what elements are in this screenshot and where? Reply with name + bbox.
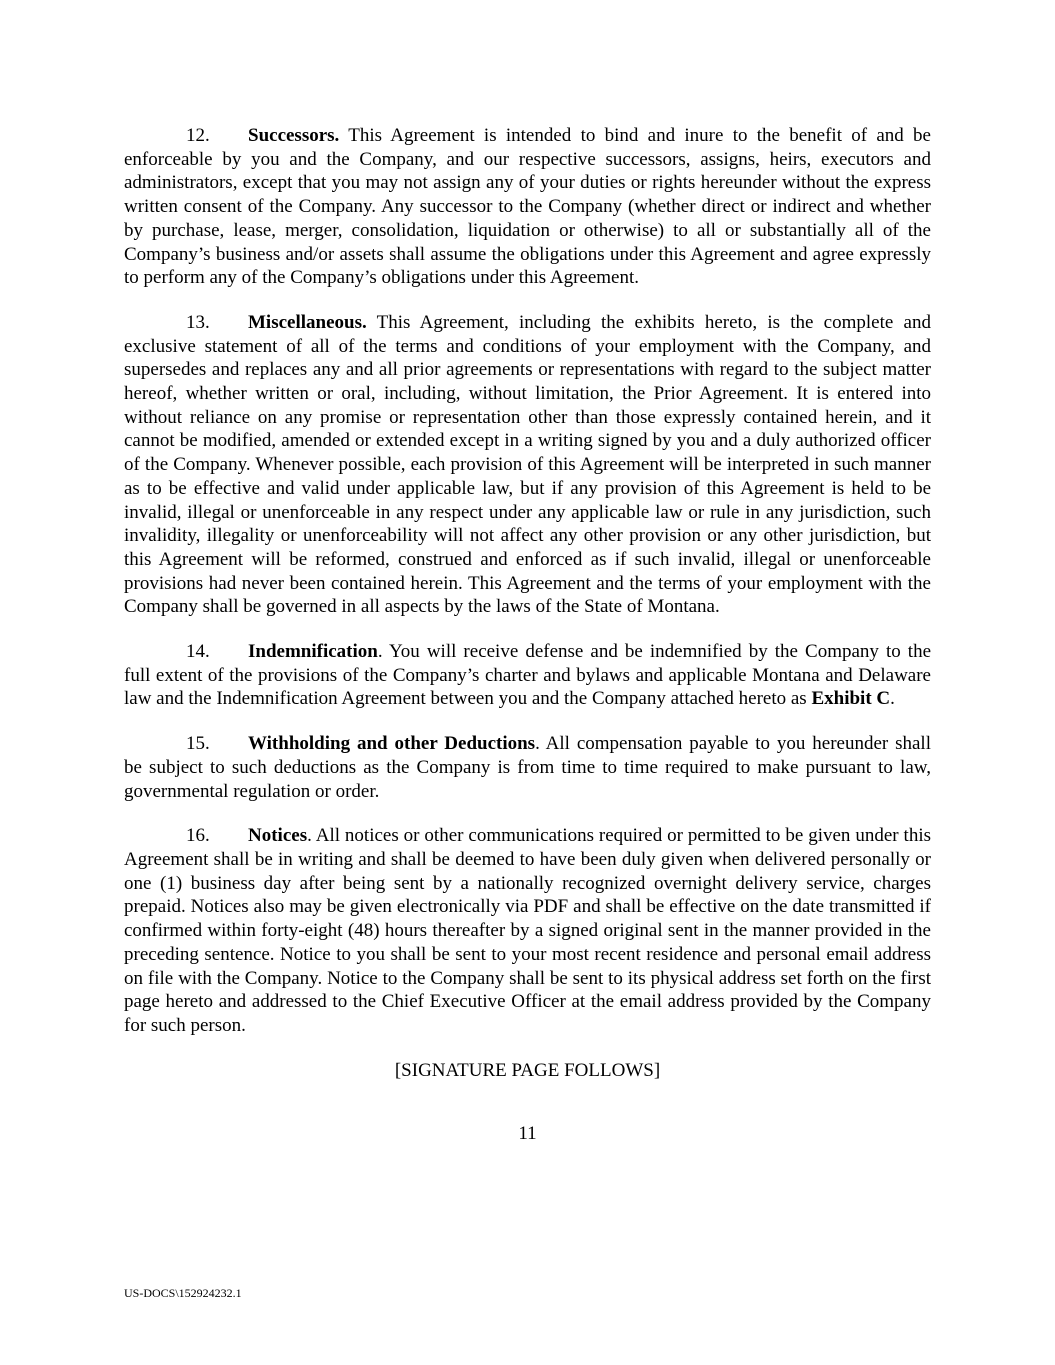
document-page [124,124,931,1146]
section-number: 16. [186,825,210,847]
section-title: Withholding and other Deductions [248,733,536,755]
section-text: . All notices or other communications required or permitted to be given under this Agreement shall be in writing and shall be deemed to have been duly given when delivered personally or one (1) business day after being sent by a nationally recognized overnight delivery service, charges prepaid. Notices also may be given electronically via PDF and shall be effective on the date transmitted if confirmed within forty-eight (48) hours thereafter by a signed original sent in the manner provided in the preceding sentence. Notice to you shall be sent to your most recent residence and personal email address on file with the Company. Notice to the Company shall be sent to its physical address set forth on the first page hereto and addressed to the Chief Executive Officer at the email address provided by the Company for such person. [124,825,931,1036]
section-title: Miscellaneous. [248,311,367,333]
section-text: . All compensation payable to you hereunder shall be subject to such deductions as the Company is from time to time required to make pursuant to law, governmental regulation or order. [124,733,931,802]
section-title: Indemnification [248,641,378,663]
section-title: Successors. [248,125,340,146]
section-text: This Agreement is intended to bind and inure to the benefit of and be enforceable by you and the Company, and our respective successors, assigns, heirs, executors and administrators, except that you may not assign any of your duties or rights hereunder without the express written consent of the Company. Any successor to the Company (whether direct or indirect and whether by purchase, lease, merger, consolidation, liquidation or otherwise) to all or substantially all of the Company’s business and/or assets shall assume the obligations under this Agreement and agree expressly to perform any of the Company’s obligations under this Agreement. [124,125,931,289]
section-text: This Agreement, including the exhibits hereto, is the complete and exclusive statement of all of the terms and conditions of your employment with the Company, and supersedes and replaces any and all prior agreements or representations with regard to the subject matter hereof, whether written or oral, including, without limitation, the Prior Agreement. It is entered into without reliance on any promise or representation other than those expressly contained herein, and it cannot be modified, amended or extended except in a writing signed by you and a duly authorized officer of the Company. Whenever possible, each provision of this Agreement will be interpreted in such manner as to be effective and valid under applicable law, but if any provision of this Agreement is held to be invalid, illegal or unenforceable in any respect under any applicable law or rule in any jurisdiction, such invalidity, illegality or unenforceability will not affect any other provision or any other jurisdiction, but this Agreement will be reformed, construed and enforced as if such invalid, illegal or unenforceable provisions had never been contained herein. This Agreement and the terms of your employment with the Company shall be governed in all aspects by the laws of the State of Montana. [124,311,931,618]
section-number: 15. [186,733,210,755]
section-16-notices [124,824,931,1037]
signature-page-follows: [SIGNATURE PAGE FOLLOWS] [394,1059,661,1081]
section-number: 13. [186,311,210,333]
section-number: 14. [186,641,210,663]
page-number: 11 [518,1123,537,1145]
section-text: . You will receive defense and be indemnified by the Company to the full extent of the provisions of the Company’s charter and bylaws and applicable Montana and Delaware law and the Indemnification Agreement between you and the Company attached hereto as [124,641,931,710]
section-15-withholding [124,732,931,803]
section-number: 12. [186,125,210,146]
exhibit-reference: Exhibit C [811,688,891,710]
section-text-tail: . [890,688,895,710]
document-id-footer: US-DOCS\152924232.1 [124,1286,242,1300]
section-14-indemnification [124,640,931,711]
section-12-successors [124,124,931,290]
section-13-miscellaneous [124,311,931,619]
section-title: Notices [248,825,308,847]
